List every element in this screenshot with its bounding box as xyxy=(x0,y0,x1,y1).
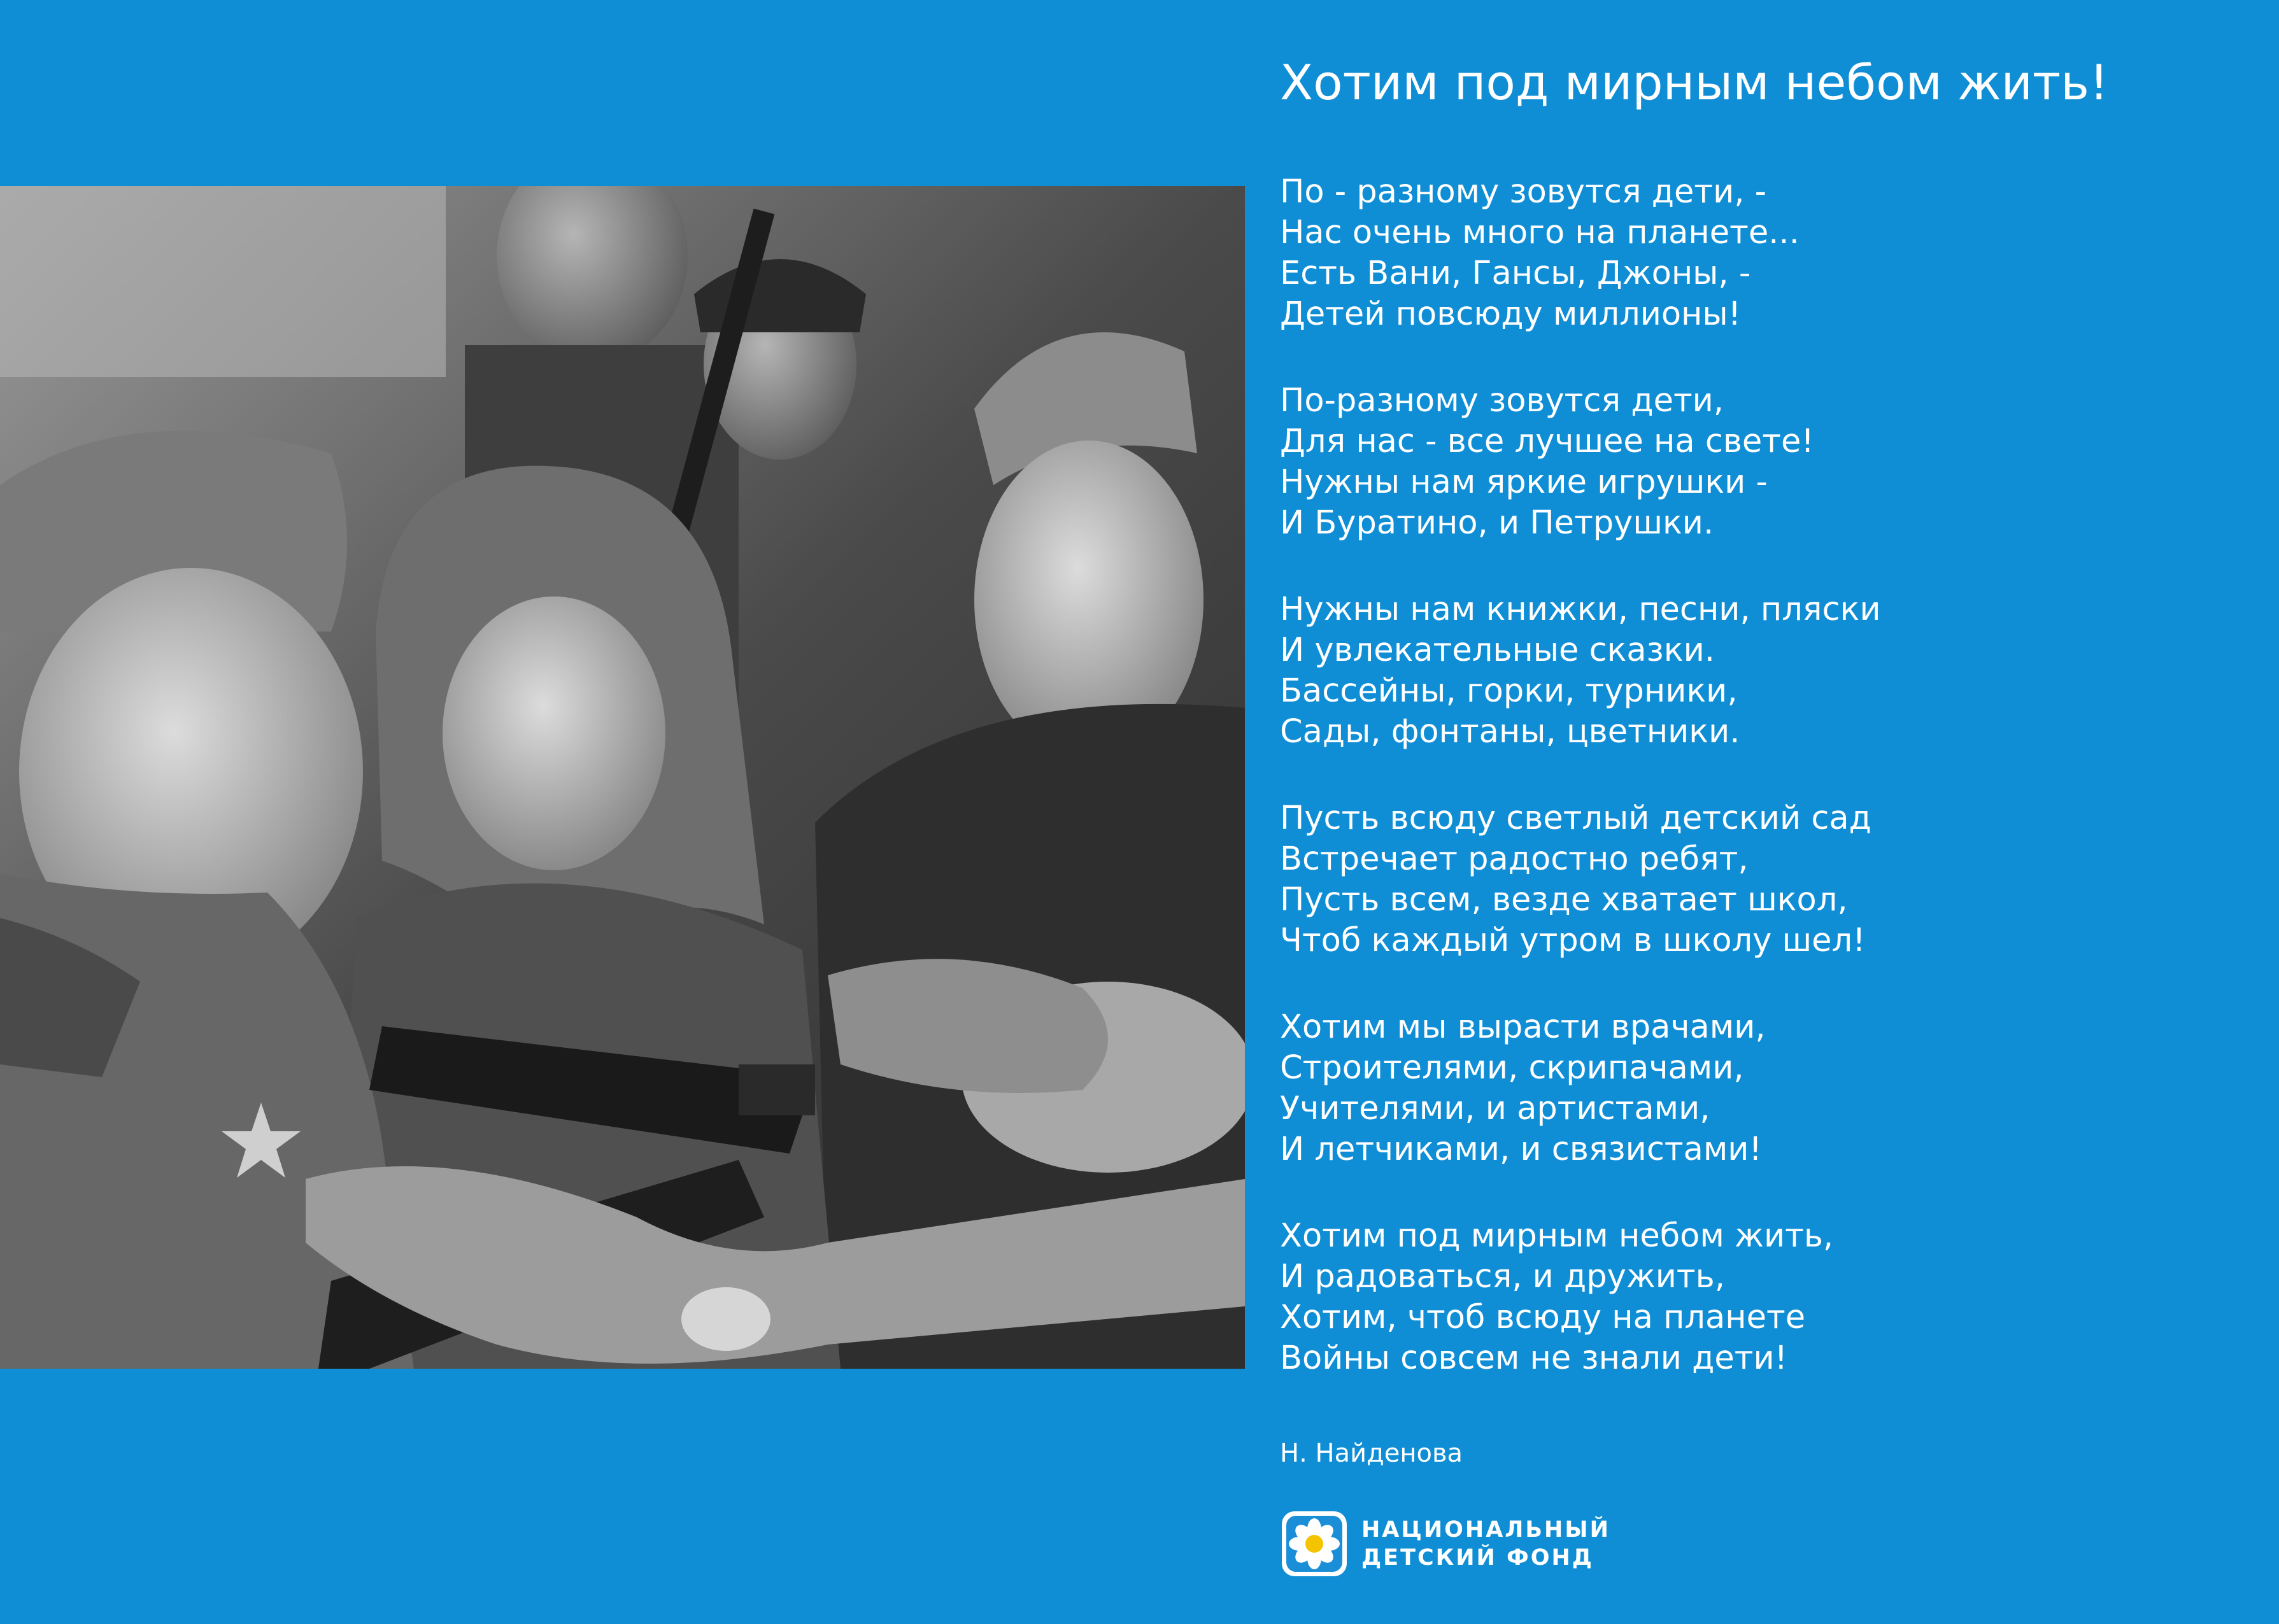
logo-text xyxy=(1361,1516,1610,1572)
fund-logo xyxy=(1280,1509,1610,1579)
poem-line: Пусть всюду светлый детский сад xyxy=(1280,800,1871,837)
poem-stanza xyxy=(1280,381,2235,544)
poem-line: Хотим, чтоб всюду на планете xyxy=(1280,1299,1806,1336)
poem-line: Для нас - все лучшее на свете! xyxy=(1280,423,1814,460)
poem-line: По-разному зовутся дети, xyxy=(1280,382,1724,420)
wartime-photo xyxy=(0,186,1245,1369)
poem-line: Есть Вани, Гансы, Джоны, - xyxy=(1280,255,1751,292)
logo-line-1: НАЦИОНАЛЬНЫЙ xyxy=(1361,1517,1610,1543)
poem-line: И Буратино, и Петрушки. xyxy=(1280,504,1714,542)
poem-author: Н. Найденова xyxy=(1280,1439,1463,1468)
poem-line: По - разному зовутся дети, - xyxy=(1280,173,1767,211)
poem-line: Учителями, и артистами, xyxy=(1280,1090,1710,1127)
poem-panel xyxy=(1280,0,2248,1624)
poem-stanza xyxy=(1280,798,2235,961)
poem-line: Строителями, скрипачами, xyxy=(1280,1049,1744,1087)
poem-line: Нужны нам книжки, песни, пляски xyxy=(1280,591,1881,628)
poem-line: Войны совсем не знали дети! xyxy=(1280,1339,1788,1377)
poem xyxy=(1280,172,2235,1425)
poem-line: Встречает радостно ребят, xyxy=(1280,840,1749,878)
poem-line: Хотим под мирным небом жить, xyxy=(1280,1217,1834,1255)
poem-line: Пусть всем, везде хватает школ, xyxy=(1280,881,1848,919)
poem-line: Хотим мы вырасти врачами, xyxy=(1280,1008,1766,1046)
poem-stanza xyxy=(1280,1007,2235,1170)
page-title: Хотим под мирным небом жить! xyxy=(1280,54,2109,111)
poem-stanza xyxy=(1280,172,2235,335)
poem-line: Чтоб каждый утром в школу шел! xyxy=(1280,922,1866,959)
daisy-flower-icon xyxy=(1280,1509,1349,1578)
poem-line: И увлекательные сказки. xyxy=(1280,632,1715,669)
poem-stanza xyxy=(1280,1216,2235,1379)
poem-stanza xyxy=(1280,590,2235,752)
poem-line: Нас очень много на планете... xyxy=(1280,214,1800,251)
poem-line: Сады, фонтаны, цветники. xyxy=(1280,713,1740,751)
logo-line-2: ДЕТСКИЙ ФОНД xyxy=(1361,1545,1594,1571)
poem-line: Детей повсюду миллионы! xyxy=(1280,295,1742,333)
photo-illustration xyxy=(0,186,1245,1369)
poem-line: И радоваться, и дружить, xyxy=(1280,1258,1725,1296)
poem-line: Нужны нам яркие игрушки - xyxy=(1280,463,1768,501)
poem-line: И летчиками, и связистами! xyxy=(1280,1131,1762,1168)
poem-line: Бассейны, горки, турники, xyxy=(1280,672,1738,710)
